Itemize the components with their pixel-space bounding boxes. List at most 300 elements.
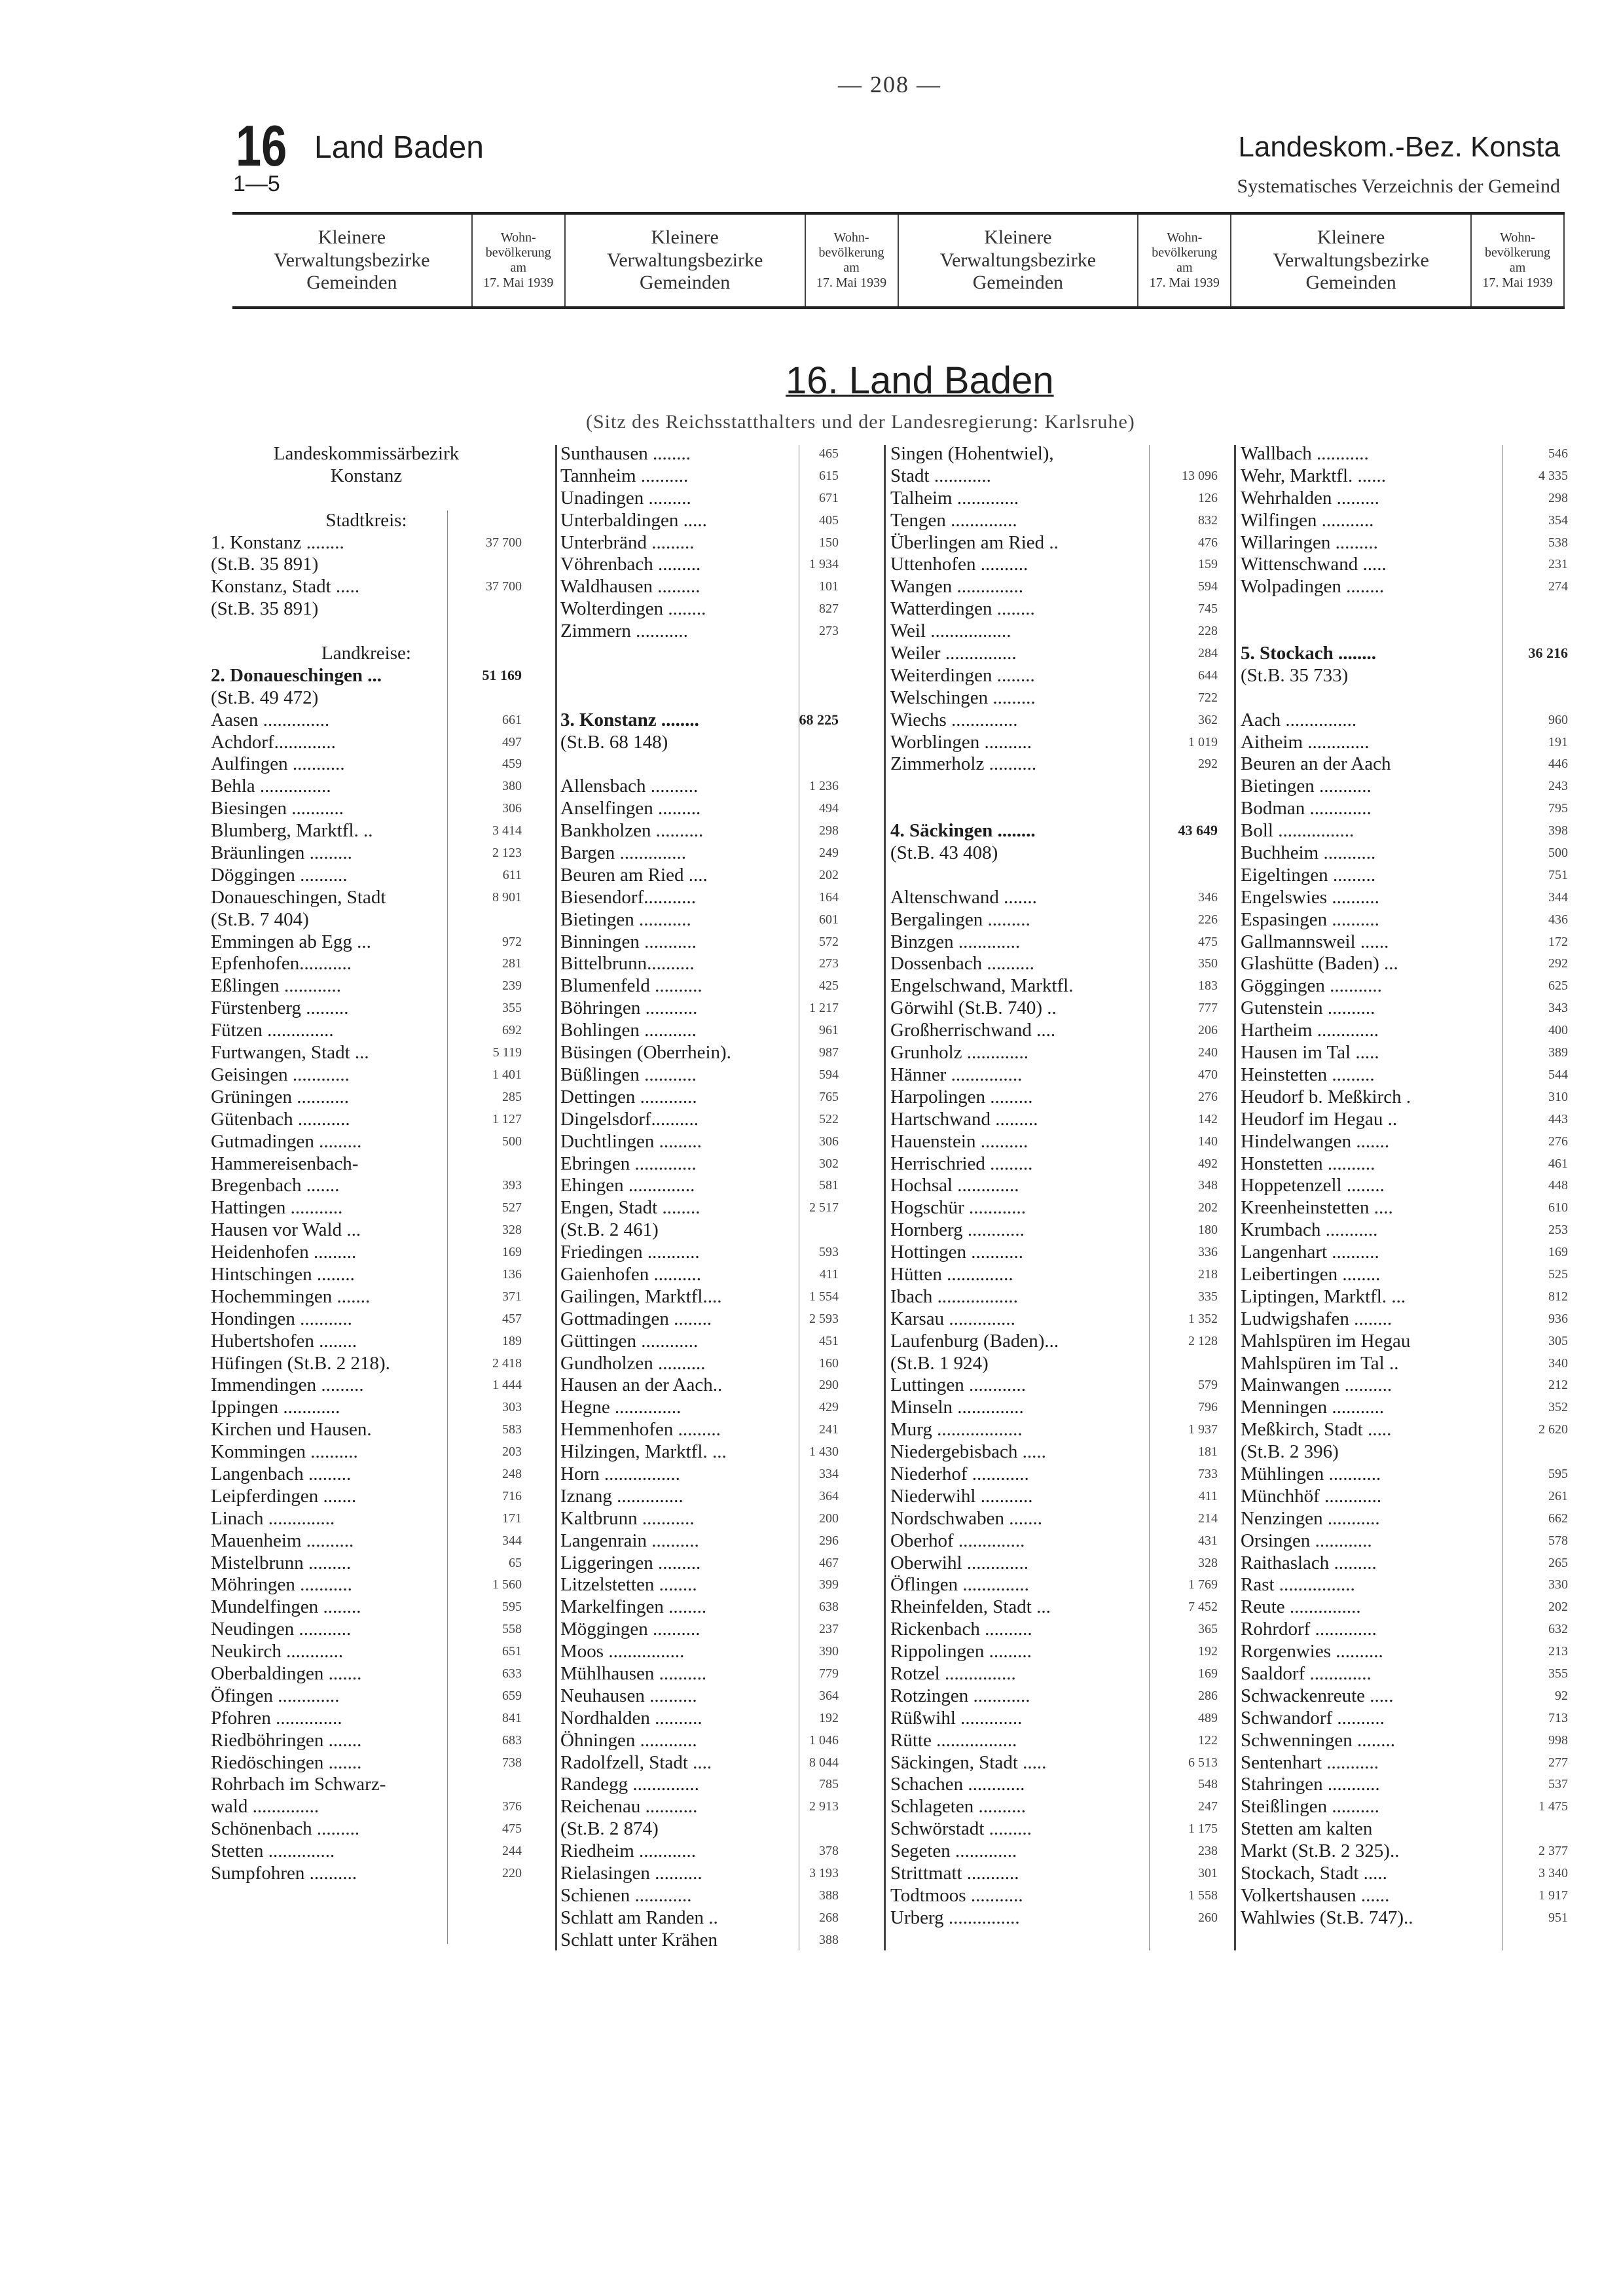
population-value: 260 <box>1198 1910 1218 1925</box>
population-value: 390 <box>819 1644 839 1659</box>
list-item <box>211 1729 522 1751</box>
municipality-name: (St.B. 2 396) <box>1241 1441 1339 1463</box>
municipality-name: Bargen .............. <box>560 842 686 864</box>
population-value: 344 <box>502 1533 522 1548</box>
list-item <box>890 1396 1218 1418</box>
population-value: 354 <box>1548 512 1568 528</box>
list-item <box>211 1219 522 1241</box>
municipality-name: Wolpadingen ........ <box>1241 576 1385 598</box>
header-population-cell <box>805 215 899 306</box>
group-heading: Landkreise: <box>321 643 411 664</box>
column-divider <box>884 445 886 1950</box>
list-item <box>211 1041 522 1064</box>
population-value: 169 <box>1548 1245 1568 1260</box>
list-item <box>560 1707 839 1729</box>
population-value: 489 <box>1198 1710 1218 1725</box>
municipality-name: Orsingen ............ <box>1241 1530 1372 1551</box>
population-value: 248 <box>502 1466 522 1481</box>
header-population-line: 17. Mai 1939 <box>816 276 887 290</box>
municipality-name: Hartheim ............. <box>1241 1020 1379 1041</box>
municipality-name: Oberhof .............. <box>890 1530 1025 1551</box>
population-value: 348 <box>1198 1178 1218 1193</box>
list-item <box>211 1396 522 1418</box>
municipality-name: Schönenbach ......... <box>211 1818 360 1840</box>
municipality-name: Altenschwand ....... <box>890 886 1037 908</box>
header-name-line: Verwaltungsbezirke <box>274 249 430 271</box>
population-value: 306 <box>502 801 522 816</box>
population-value: 713 <box>1548 1710 1568 1725</box>
population-value: 1 554 <box>809 1289 839 1304</box>
list-item <box>560 797 839 819</box>
municipality-name: Aitheim ............. <box>1241 731 1370 753</box>
list-item <box>560 1485 839 1507</box>
municipality-name: Langenhart .......... <box>1241 1242 1379 1263</box>
municipality-name: Mistelbrunn ......... <box>211 1552 352 1573</box>
population-value: 661 <box>502 712 522 727</box>
municipality-name: Tengen .............. <box>890 509 1017 531</box>
municipality-name: Güttingen ............ <box>560 1330 699 1352</box>
list-item <box>890 1773 1218 1795</box>
section-title: Land Baden <box>314 130 484 165</box>
municipality-name: Laufenburg (Baden)... <box>890 1330 1059 1352</box>
list-item <box>890 1086 1218 1108</box>
list-item <box>211 975 522 997</box>
population-value: 651 <box>502 1644 522 1659</box>
municipality-name: Fürstenberg ......... <box>211 997 349 1019</box>
municipality-name: Nordhalden .......... <box>560 1707 702 1729</box>
list-item <box>1241 1729 1568 1751</box>
list-item <box>211 487 522 509</box>
list-item <box>211 952 522 975</box>
municipality-name: Aasen .............. <box>211 709 330 730</box>
list-item <box>890 1640 1218 1662</box>
municipality-name: Blumenfeld .......... <box>560 975 702 997</box>
list-item <box>560 1463 839 1485</box>
list-item <box>1241 509 1568 531</box>
population-value: 350 <box>1198 956 1218 971</box>
population-value: 276 <box>1548 1134 1568 1149</box>
municipality-name: Möhringen ........... <box>211 1574 352 1596</box>
list-item <box>1241 797 1568 819</box>
list-item <box>890 1662 1218 1685</box>
population-value: 296 <box>819 1533 839 1548</box>
list-item <box>560 1396 839 1418</box>
population-value: 239 <box>502 978 522 994</box>
municipality-name: 3. Konstanz ........ <box>560 709 699 730</box>
municipality-name: Göggingen ........... <box>1241 975 1382 997</box>
list-item <box>890 1064 1218 1086</box>
municipality-name: Todtmoos ........... <box>890 1884 1023 1906</box>
population-value: 1 046 <box>809 1732 839 1748</box>
population-value: 662 <box>1548 1511 1568 1526</box>
population-value: 285 <box>502 1089 522 1104</box>
list-item <box>1241 1130 1568 1153</box>
population-value: 364 <box>819 1488 839 1503</box>
municipality-name: Hausen an der Aach.. <box>560 1374 723 1396</box>
municipality-name: Gottmadingen ........ <box>560 1308 712 1329</box>
municipality-name: Gailingen, Marktfl.... <box>560 1285 722 1307</box>
list-item <box>211 1862 522 1884</box>
municipality-name: (St.B. 2 874) <box>560 1818 659 1840</box>
population-value: 364 <box>819 1688 839 1703</box>
population-value: 777 <box>1198 1001 1218 1016</box>
list-item <box>1241 1441 1568 1463</box>
population-value: 615 <box>819 468 839 483</box>
header-population-line: 17. Mai 1939 <box>1149 276 1220 290</box>
population-value: 202 <box>1548 1600 1568 1615</box>
municipality-name: Bankholzen .......... <box>560 820 704 842</box>
population-value: 537 <box>1548 1777 1568 1792</box>
list-item <box>890 975 1218 997</box>
list-item <box>211 664 522 687</box>
population-value: 371 <box>502 1289 522 1304</box>
list-item <box>1241 1485 1568 1507</box>
list-item <box>1241 1640 1568 1662</box>
municipality-name: Geisingen ............ <box>211 1064 350 1085</box>
list-item <box>560 1263 839 1285</box>
population-value: 1 019 <box>1188 734 1218 749</box>
population-value: 169 <box>502 1245 522 1260</box>
municipality-name: Aulfingen ........... <box>211 753 345 775</box>
list-item <box>560 553 839 575</box>
municipality-name: Rickenbach .......... <box>890 1619 1032 1640</box>
population-value: 365 <box>1198 1622 1218 1637</box>
population-value: 7 452 <box>1188 1600 1218 1615</box>
list-item <box>1241 864 1568 886</box>
municipality-name: Achdorf............. <box>211 731 336 753</box>
list-item <box>1241 1308 1568 1330</box>
municipality-name: Rohrbach im Schwarz- <box>211 1774 386 1795</box>
population-value: 572 <box>819 934 839 949</box>
population-value: 425 <box>819 978 839 994</box>
list-item <box>1241 1507 1568 1530</box>
municipality-name: Gundholzen .......... <box>560 1352 706 1374</box>
population-value: 2 913 <box>809 1799 839 1814</box>
header-name-line: Kleinere <box>1317 226 1385 249</box>
list-item <box>1241 1463 1568 1485</box>
population-value: 344 <box>1548 889 1568 905</box>
list-item <box>560 687 839 709</box>
column-divider <box>1502 445 1503 1950</box>
list-item <box>560 598 839 620</box>
municipality-name: Boll ................ <box>1241 820 1355 842</box>
population-value: 1 352 <box>1188 1311 1218 1326</box>
municipality-name: Kreenheinstetten .... <box>1241 1197 1393 1219</box>
list-item <box>560 1795 839 1818</box>
municipality-name: Wehr, Marktfl. ...... <box>1241 465 1387 486</box>
population-value: 751 <box>1548 867 1568 882</box>
header-name-cell <box>566 215 805 306</box>
population-value: 241 <box>819 1422 839 1437</box>
municipality-name: Harpolingen ......... <box>890 1086 1033 1107</box>
municipality-name: Hänner ............... <box>890 1064 1023 1085</box>
list-item <box>560 509 839 531</box>
municipality-name: Segeten ............. <box>890 1840 1017 1862</box>
list-item <box>890 1174 1218 1196</box>
population-value: 303 <box>502 1400 522 1415</box>
municipality-name: Bohlingen ........... <box>560 1020 697 1041</box>
list-item <box>890 442 1218 465</box>
municipality-name: Langenrain .......... <box>560 1530 699 1551</box>
list-item <box>560 1818 839 1840</box>
list-item <box>1241 1707 1568 1729</box>
list-item <box>890 1153 1218 1175</box>
municipality-name: Furtwangen, Stadt ... <box>211 1042 369 1064</box>
municipality-name: Ludwigshafen ........ <box>1241 1308 1392 1329</box>
list-item <box>560 1773 839 1795</box>
list-item <box>1241 1374 1568 1396</box>
municipality-name: Grüningen ........... <box>211 1086 350 1107</box>
population-value: 2 377 <box>1538 1844 1568 1859</box>
list-item <box>890 1219 1218 1241</box>
list-item <box>211 1153 522 1175</box>
list-item <box>890 687 1218 709</box>
population-value: 292 <box>1548 956 1568 971</box>
population-value: 355 <box>502 1001 522 1016</box>
list-item <box>560 1019 839 1041</box>
municipality-name: Neukirch ............ <box>211 1641 344 1662</box>
municipality-name: Behla ............... <box>211 776 331 797</box>
population-value: 546 <box>1548 446 1568 461</box>
list-item <box>1241 487 1568 509</box>
list-item <box>890 487 1218 509</box>
list-item <box>211 1707 522 1729</box>
population-value: 101 <box>819 579 839 594</box>
section-range: 1—5 <box>233 171 280 196</box>
list-item <box>1241 1019 1568 1041</box>
municipality-name: Ippingen ............ <box>211 1397 340 1418</box>
list-item <box>1241 1219 1568 1241</box>
municipality-name: Wehrhalden ......... <box>1241 487 1379 509</box>
population-value: 476 <box>1198 535 1218 550</box>
municipality-name: Wiechs .............. <box>890 709 1018 730</box>
header-name-line: Verwaltungsbezirke <box>607 249 763 271</box>
municipality-name: Öhningen ............ <box>560 1729 697 1751</box>
list-item <box>890 1308 1218 1330</box>
population-value: 126 <box>1198 490 1218 505</box>
municipality-name: Langenbach ......... <box>211 1463 352 1484</box>
list-item <box>211 1463 522 1485</box>
list-item <box>890 864 1218 886</box>
municipality-name: Weiler ............... <box>890 643 1017 664</box>
municipality-name: Minseln .............. <box>890 1397 1024 1418</box>
list-item <box>890 1418 1218 1441</box>
municipality-name: Dossenbach .......... <box>890 953 1034 975</box>
population-value: 500 <box>1548 846 1568 861</box>
list-item <box>890 908 1218 931</box>
list-item <box>1241 1818 1568 1840</box>
header-population-line: am <box>1509 260 1526 275</box>
municipality-name: Radolfzell, Stadt .... <box>560 1751 712 1773</box>
population-value: 336 <box>1198 1245 1218 1260</box>
municipality-name: Steißlingen .......... <box>1241 1796 1379 1818</box>
municipality-name: Anselfingen ......... <box>560 798 701 819</box>
list-item <box>1241 442 1568 465</box>
municipality-name: Leipferdingen ....... <box>211 1485 357 1507</box>
municipality-name: Rohrdorf ............. <box>1241 1619 1377 1640</box>
population-value: 527 <box>502 1200 522 1215</box>
population-value: 2 418 <box>492 1355 522 1371</box>
list-item <box>1241 531 1568 554</box>
list-item <box>1241 1907 1568 1929</box>
municipality-name: Hochsal ............. <box>890 1175 1019 1196</box>
municipality-name: Eßlingen ............ <box>211 975 341 997</box>
population-value: 310 <box>1548 1089 1568 1104</box>
header-name-cell <box>1231 215 1470 306</box>
municipality-name: Stadt ............ <box>890 465 991 486</box>
population-value: 37 700 <box>486 535 522 550</box>
list-item <box>211 442 522 465</box>
population-value: 281 <box>502 956 522 971</box>
list-item <box>211 1573 522 1596</box>
municipality-name: Schwandorf .......... <box>1241 1707 1385 1729</box>
list-item <box>560 1573 839 1596</box>
list-item <box>890 1019 1218 1041</box>
list-item <box>211 864 522 886</box>
municipality-name: Liptingen, Marktfl. ... <box>1241 1285 1406 1307</box>
municipality-name: Rorgenwies .......... <box>1241 1641 1383 1662</box>
municipality-name: Horn ................ <box>560 1463 680 1484</box>
municipality-name: Eigeltingen ......... <box>1241 864 1376 886</box>
population-value: 142 <box>1198 1111 1218 1126</box>
municipality-name: Überlingen am Ried .. <box>890 531 1059 553</box>
list-item <box>890 575 1218 598</box>
municipality-name: Liggeringen ......... <box>560 1552 701 1573</box>
list-item <box>1241 687 1568 709</box>
population-value: 2 128 <box>1188 1333 1218 1348</box>
list-item <box>560 1041 839 1064</box>
municipality-name: Beuren an der Aach <box>1241 753 1391 775</box>
list-item <box>1241 620 1568 642</box>
list-item <box>211 1773 522 1795</box>
population-value: 306 <box>819 1134 839 1149</box>
population-value: 284 <box>1198 646 1218 661</box>
group-heading: Stadtkreis: <box>325 509 407 531</box>
list-item <box>560 1884 839 1907</box>
municipality-name: Bregenbach ....... <box>211 1175 340 1196</box>
population-value: 960 <box>1548 712 1568 727</box>
municipality-name: Aach ............... <box>1241 709 1357 730</box>
list-item <box>890 952 1218 975</box>
running-title: Landeskom.-Bez. Konsta <box>1238 131 1560 163</box>
section-number: 16 <box>236 113 287 178</box>
list-item <box>890 531 1218 554</box>
municipality-name: Gütenbach ........... <box>211 1108 350 1130</box>
list-item <box>1241 1263 1568 1285</box>
municipality-name: (St.B. 2 461) <box>560 1219 659 1241</box>
list-item <box>560 731 839 753</box>
municipality-name: Worblingen .......... <box>890 731 1032 753</box>
list-item <box>560 1308 839 1330</box>
municipality-name: Hemmenhofen ......... <box>560 1419 721 1441</box>
population-value: 237 <box>819 1622 839 1637</box>
population-value: 659 <box>502 1688 522 1703</box>
population-value: 467 <box>819 1555 839 1570</box>
population-value: 214 <box>1198 1511 1218 1526</box>
municipality-name: (St.B. 68 148) <box>560 731 668 753</box>
municipality-name: Ebringen ............. <box>560 1153 697 1174</box>
population-value: 972 <box>502 934 522 949</box>
list-item <box>1241 709 1568 731</box>
list-item <box>890 1507 1218 1530</box>
list-item <box>211 1596 522 1618</box>
list-item <box>211 687 522 709</box>
municipality-name: Bodman ............. <box>1241 798 1372 819</box>
population-value: 3 414 <box>492 823 522 838</box>
municipality-name: (St.B. 35 891) <box>211 554 319 575</box>
population-value: 475 <box>1198 934 1218 949</box>
list-item <box>211 598 522 620</box>
list-item <box>560 1174 839 1196</box>
list-item <box>211 931 522 953</box>
list-item <box>1241 642 1568 664</box>
list-item <box>890 1884 1218 1907</box>
municipality-name: Hintschingen ........ <box>211 1263 355 1285</box>
population-value: 722 <box>1198 690 1218 705</box>
population-value: 164 <box>819 889 839 905</box>
population-value: 671 <box>819 490 839 505</box>
population-value: 494 <box>819 801 839 816</box>
municipality-name: Schwenningen ........ <box>1241 1729 1395 1751</box>
population-value: 457 <box>502 1311 522 1326</box>
list-item <box>890 731 1218 753</box>
municipality-name: Hüfingen (St.B. 2 218). <box>211 1352 390 1374</box>
municipality-name: Markelfingen ........ <box>560 1596 707 1618</box>
list-item <box>211 753 522 775</box>
municipality-name: Wilfingen ........... <box>1241 509 1374 531</box>
municipality-name: Duchtlingen ......... <box>560 1130 702 1152</box>
list-item <box>560 1618 839 1640</box>
municipality-name: Schlatt unter Krähen <box>560 1929 718 1950</box>
list-item <box>1241 1751 1568 1774</box>
population-value: 8 044 <box>809 1755 839 1770</box>
population-value: 475 <box>502 1821 522 1837</box>
list-item <box>560 575 839 598</box>
population-value: 443 <box>1548 1111 1568 1126</box>
population-value: 579 <box>1198 1378 1218 1393</box>
header-population-line: am <box>1176 260 1193 275</box>
list-item <box>1241 1862 1568 1884</box>
municipality-name: Hochemmingen ....... <box>211 1285 371 1307</box>
municipality-name: Neudingen ........... <box>211 1619 352 1640</box>
list-item <box>211 1441 522 1463</box>
list-item <box>1241 1196 1568 1219</box>
municipality-name: Blumberg, Marktfl. .. <box>211 820 373 842</box>
list-item <box>560 531 839 554</box>
municipality-name: Honstetten .......... <box>1241 1153 1375 1174</box>
population-value: 436 <box>1548 912 1568 927</box>
list-item <box>211 1818 522 1840</box>
population-value: 389 <box>1548 1045 1568 1060</box>
list-item <box>560 465 839 487</box>
population-value: 522 <box>819 1111 839 1126</box>
municipality-name: Oberbaldingen ....... <box>211 1662 362 1684</box>
column-divider <box>1234 445 1236 1950</box>
population-value: 581 <box>819 1178 839 1193</box>
municipality-name: Gaienhofen .......... <box>560 1263 702 1285</box>
municipality-name: Hogschür ............ <box>890 1197 1027 1219</box>
header-population-line: am <box>843 260 860 275</box>
list-item <box>1241 1064 1568 1086</box>
population-value: 273 <box>819 624 839 639</box>
list-item <box>890 842 1218 864</box>
municipality-name: Büßlingen ........... <box>560 1064 697 1085</box>
population-value: 429 <box>819 1400 839 1415</box>
list-column-3 <box>890 442 1218 1929</box>
population-value: 362 <box>1198 712 1218 727</box>
population-value: 328 <box>1198 1555 1218 1570</box>
list-item <box>560 620 839 642</box>
